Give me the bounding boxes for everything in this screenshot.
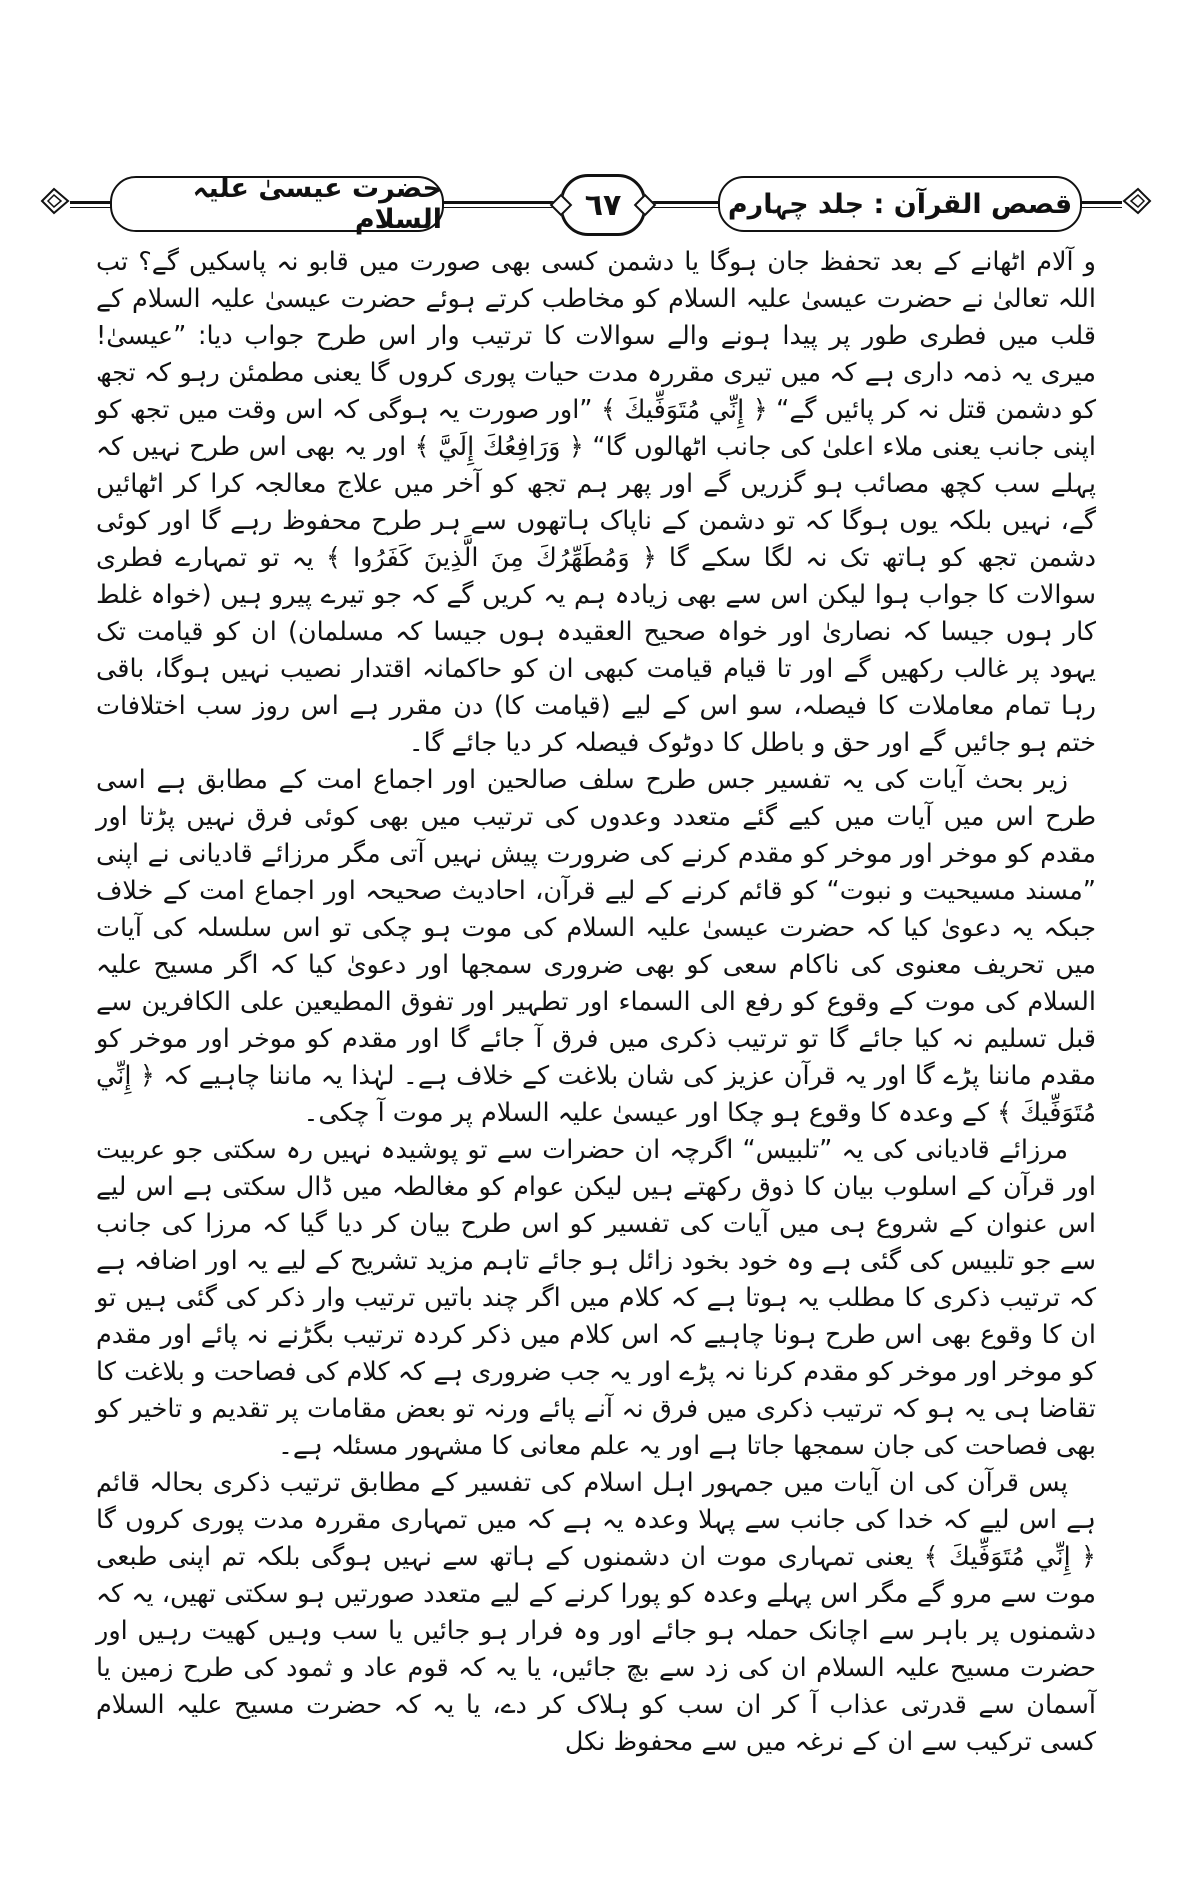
paragraph-1: و آلام اٹھانے کے بعد تحفظ جان ہوگا یا دشمن کسی بھی صورت میں قابو نہ پاسکیں گے؟ تب اللہ تعالیٰ نے حضرت عیسیٰ علیہ السلام کو مخاطب کرتے ہوئے حضرت عیسیٰ علیہ السلام کے قلب میں فطری طور پر پیدا ہونے والے سوالات کا ترتیب وار اس طرح جواب دیا: ”عیسیٰ! میری یہ ذمہ داری ہے کہ میں تیری مقررہ مدت حیات پوری کروں گا یعنی مطمئن رہو کہ تجھ کو دشمن قتل نہ کر پائیں گے“ ﴿ إِنِّي مُتَوَفِّيكَ ﴾ ”اور صورت یہ ہوگی کہ اس وقت میں تجھ کو اپنی جانب یعنی ملاء اعلیٰ کی جانب اٹھالوں گا“ ﴿ وَرَافِعُكَ إِلَيَّ ﴾ اور یہ بھی اس طرح نہیں کہ پہلے سب کچھ مصائب ہو گزریں گے اور پھر ہم تجھ کو آخر میں علاج معالجہ کرا کر اٹھائیں گے، نہیں بلکہ یوں ہوگا کہ تو دشمن کے ناپاک ہاتھوں سے ہر طرح محفوظ رہے گا اور کوئی دشمن تجھ کو ہاتھ تک نہ لگا سکے گا ﴿ وَمُطَهِّرُكَ مِنَ الَّذِينَ كَفَرُوا ﴾ یہ تو تمہارے فطری سوالات کا جواب ہوا لیکن اس سے بھی زیادہ ہم یہ کریں گے کہ جو تیرے پیرو ہیں (خواہ غلط کار ہوں جیسا کہ نصاریٰ اور خواہ صحیح العقیدہ ہوں جیسا کہ مسلمان) ان کو قیامت تک یہود پر غالب رکھیں گے اور تا قیام قیامت کبھی ان کو حاکمانہ اقتدار نصیب نہیں ہوگا، باقی رہا تمام معاملات کا فیصلہ، سو اس کے لیے (قیامت کا) دن مقرر ہے اس روز سب اختلافات ختم ہو جائیں گے اور حق و باطل کا دوٹوک فیصلہ کر دیا جائے گا۔ <box>96 247 1096 758</box>
ornament-right-icon <box>1118 184 1152 218</box>
paragraph-2: زیر بحث آیات کی یہ تفسیر جس طرح سلف صالحین اور اجماع امت کے مطابق ہے اسی طرح اس میں آیات میں کیے گئے متعدد وعدوں کی ترتیب میں بھی کوئی فرق نہیں پڑتا اور مقدم کو موخر اور موخر کو مقدم کرنے کی ضرورت پیش نہیں آتی مگر مرزائے قادیانی نے اپنی ”مسند مسیحیت و نبوت“ کو قائم کرنے کے لیے قرآن، احادیث صحیحہ اور اجماع امت کے خلاف جبکہ یہ دعویٰ کیا کہ حضرت عیسیٰ علیہ السلام کی موت ہو چکی تو اس سلسلہ کی آیات میں تحریف معنوی کی ناکام سعی کو بھی ضروری سمجھا اور دعویٰ کیا کہ اگر مسیح علیہ السلام کی موت کے وقوع کو رفع الی السماء اور تطہیر اور تفوق المطیعین علی الکافرین سے قبل تسلیم نہ کیا جائے گا تو ترتیب ذکری میں فرق آ جائے گا اور مقدم کو موخر اور موخر کو مقدم ماننا پڑے گا اور یہ قرآن عزیز کی شان بلاغت کے خلاف ہے۔ لہٰذا یہ ماننا چاہیے کہ ﴿ إِنِّي مُتَوَفِّيكَ ﴾ کے وعدہ کا وقوع ہو چکا اور عیسیٰ علیہ السلام پر موت آ چکی۔ <box>96 765 1096 1128</box>
paragraph-4: پس قرآن کی ان آیات میں جمہور اہل اسلام کی تفسیر کے مطابق ترتیب ذکری بحالہ قائم ہے اس لیے کہ خدا کی جانب سے پہلا وعدہ یہ ہے کہ میں تمہاری مقررہ مدت پوری کروں گا ﴿ إِنِّي مُتَوَفِّيكَ ﴾ یعنی تمہاری موت ان دشمنوں کے ہاتھ سے نہیں ہوگی بلکہ تم اپنی طبعی موت سے مرو گے مگر اس پہلے وعدہ کو پورا کرنے کے لیے متعدد صورتیں ہو سکتی تھیں، یہ کہ دشمنوں پر باہر سے اچانک حملہ ہو جائے اور وہ فرار ہو جائیں یا سب وہیں کھیت رہیں اور حضرت مسیح علیہ السلام ان کی زد سے بچ جائیں، یا یہ کہ قوم عاد و ثمود کی طرح زمین یا آسمان سے قدرتی عذاب آ کر ان سب کو ہلاک کر دے، یا یہ کہ حضرت مسیح علیہ السلام کسی ترکیب سے ان کے نرغہ میں سے محفوظ نکل <box>96 1468 1096 1757</box>
paragraph-3: مرزائے قادیانی کی یہ ”تلبیس“ اگرچہ ان حضرات سے تو پوشیدہ نہیں رہ سکتی جو عربیت اور قرآن کے اسلوب بیان کا ذوق رکھتے ہیں لیکن عوام کو مغالطہ میں ڈال سکتی ہے اس لیے اس عنوان کے شروع ہی میں آیات کی تفسیر کو اس طرح بیان کر دیا گیا کہ مرزا کی جانب سے جو تلبیس کی گئی ہے وہ خود بخود زائل ہو جائے تاہم مزید تشریح کے لیے یہ اور اضافہ ہے کہ ترتیب ذکری کا مطلب یہ ہوتا ہے کہ کلام میں اگر چند باتیں ترتیب وار ذکر کی گئی ہیں تو ان کا وقوع بھی اس طرح ہونا چاہیے کہ اس کلام میں ذکر کردہ ترتیب بگڑنے نہ پائے اور مقدم کو موخر اور موخر کو مقدم کرنا نہ پڑے اور یہ جب ضروری ہے کہ کلام کی فصاحت و بلاغت کا تقاضا ہی یہ ہو کہ ترتیب ذکری میں فرق نہ آنے پائے ورنہ تو بعض مقامات پر تقدیم و تاخیر کو بھی فصاحت کی جان سمجھا جاتا ہے اور یہ علم معانی کا مشہور مسئلہ ہے۔ <box>96 1135 1096 1461</box>
running-header <box>40 173 1152 235</box>
ornament-left-icon <box>40 184 74 218</box>
book-title: قصص القرآن : جلد چہارم <box>718 176 1082 232</box>
page-number: ٦٧ <box>560 174 646 236</box>
body-text <box>96 244 1096 1761</box>
chapter-title: حضرت عیسیٰ علیہ السلام <box>110 176 444 232</box>
